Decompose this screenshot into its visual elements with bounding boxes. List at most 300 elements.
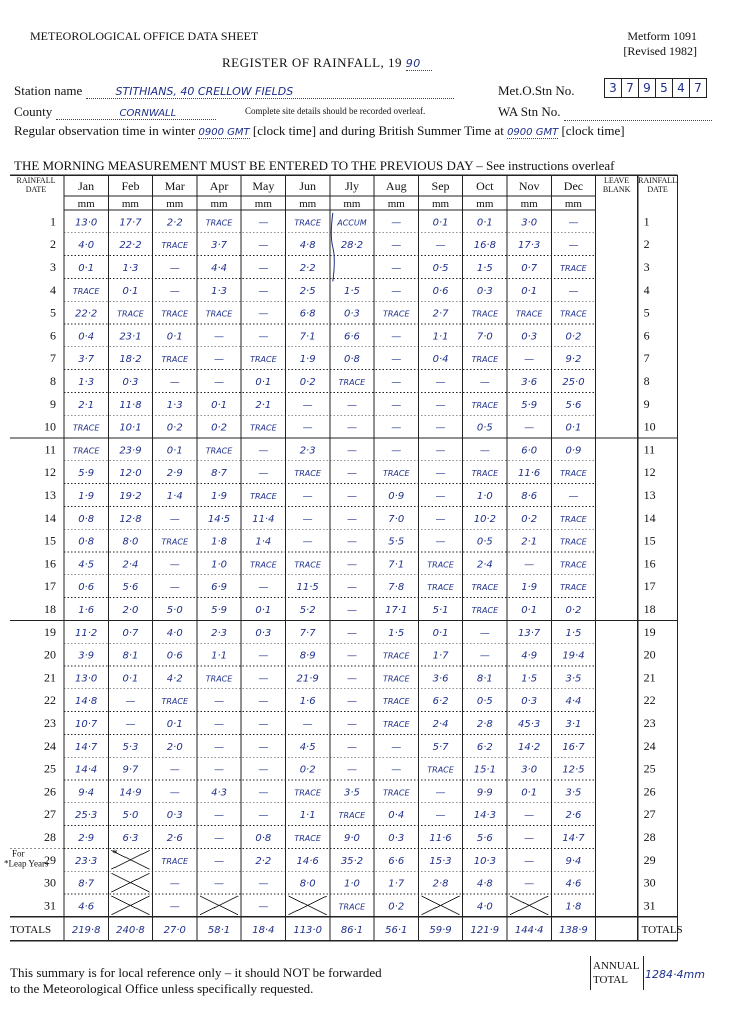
rainfall-cell: TRACE [382, 651, 410, 661]
unit-label: mm [343, 198, 361, 210]
rainfall-cell: — [346, 605, 357, 616]
rainfall-cell: 1·6 [299, 696, 316, 708]
date-label: 4 [50, 282, 56, 297]
rainfall-cell: 3·6 [521, 377, 538, 388]
date-label: 20 [44, 647, 56, 662]
rainfall-cell: 2·2 [299, 263, 316, 274]
met-stn-digit: 9 [638, 78, 656, 98]
monthly-total: 86·1 [340, 924, 364, 936]
rainfall-cell: — [346, 650, 357, 662]
rainfall-cell: 2·1 [78, 399, 95, 411]
rainfall-cell: 17·7 [119, 217, 142, 229]
rainfall-cell: 0·5 [476, 422, 493, 434]
rainfall-cell: — [391, 399, 402, 411]
rainfall-cell: 9·9 [476, 787, 493, 799]
date-label: 13 [44, 488, 56, 502]
rainfall-cell: 3·5 [565, 787, 582, 799]
date-label: 5 [50, 305, 56, 320]
rainfall-cell: TRACE [338, 902, 366, 912]
rainfall-cell: 14·2 [518, 741, 541, 753]
rainfall-cell: 35·2 [340, 855, 364, 867]
rainfall-cell: 0·2 [211, 422, 228, 434]
rainfall-cell: 10·2 [473, 513, 496, 525]
rainfall-cell: — [302, 513, 313, 525]
leap-note-for: For [12, 848, 25, 859]
month-header: Aug [385, 179, 407, 193]
rainfall-cell: — [169, 787, 180, 799]
right-totals-label: TOTALS [641, 923, 683, 936]
rainfall-cell: 1·3 [78, 377, 95, 388]
rainfall-cell: 0·7 [122, 627, 139, 639]
date-label: 16 [44, 556, 56, 571]
rainfall-cell: 12·5 [562, 764, 585, 776]
month-header: Jan [78, 179, 95, 193]
rainfall-cell: 0·2 [166, 422, 183, 434]
right-date-label: 28 [643, 830, 656, 844]
rainfall-cell: — [346, 673, 357, 685]
rainfall-cell: — [435, 377, 446, 388]
rainfall-cell: 19·2 [119, 491, 142, 502]
rainfall-cell: 0·6 [432, 285, 449, 297]
month-header: Oct [476, 179, 494, 193]
rainfall-cell: — [435, 810, 446, 822]
right-date-label: 9 [643, 396, 650, 411]
rainfall-cell: TRACE [294, 560, 321, 570]
rainfall-cell: 1·8 [565, 901, 582, 913]
rainfall-cell: 4·0 [476, 901, 493, 913]
date-label: 3 [50, 260, 56, 274]
rainfall-cell: — [479, 445, 490, 457]
rainfall-cell: 8·7 [211, 468, 228, 480]
rainfall-cell: 0·7 [521, 263, 538, 274]
rainfall-cell: TRACE [560, 537, 587, 547]
rainfall-cell: 1·4 [255, 536, 272, 548]
rainfall-cell: 1·1 [432, 331, 449, 343]
right-date-label: 29 [643, 852, 656, 867]
rainfall-cell: 1·4 [166, 491, 183, 502]
rainfall-cell: TRACE [161, 309, 189, 319]
monthly-total: 138·9 [559, 924, 588, 936]
instruction-line: THE MORNING MEASUREMENT MUST BE ENTERED TO THE PREVIOUS DAY – See instructions overleaf [14, 158, 615, 173]
right-date-label: 17 [643, 579, 656, 594]
rainfall-cell: 10·7 [75, 719, 98, 730]
monthly-total: 59·9 [429, 924, 452, 936]
obs-prefix: Regular observation time in winter [14, 123, 196, 138]
rainfall-cell: 7·0 [476, 331, 493, 343]
county-label: County [14, 104, 53, 119]
right-date-label: 2 [643, 237, 650, 252]
date-label: 6 [50, 328, 56, 343]
rainfall-cell: — [258, 445, 269, 457]
date-label: 30 [44, 875, 56, 890]
right-date-label: 16 [643, 556, 656, 571]
right-date-label: 31 [643, 898, 656, 913]
rainfall-cell: TRACE [471, 309, 499, 319]
rainfall-cell: 2·8 [476, 719, 493, 730]
rainfall-cell: — [524, 855, 535, 867]
monthly-total: 121·9 [470, 924, 500, 936]
rainfall-cell: TRACE [72, 423, 100, 433]
rainfall-cell: ACCUM [337, 218, 367, 228]
rainfall-cell: 1·0 [211, 559, 228, 571]
rainfall-cell: — [169, 377, 180, 388]
rainfall-cell: 1·5 [343, 285, 360, 297]
unit-label: mm [431, 198, 450, 210]
rainfall-cell: — [435, 445, 446, 457]
rainfall-cell: — [346, 559, 357, 571]
rainfall-cell: — [391, 445, 402, 457]
rainfall-cell: 0·3 [166, 810, 183, 822]
monthly-total: 27·0 [163, 924, 186, 936]
rainfall-cell: TRACE [382, 788, 410, 798]
rainfall-cell: 4·0 [166, 627, 183, 639]
right-date-header-bottom: DATE [647, 185, 668, 194]
rainfall-cell: 0·3 [255, 627, 272, 639]
station-name-value: STITHIANS, 40 CRELLOW FIELDS [86, 85, 454, 99]
right-date-header-top: RAINFALL [638, 176, 678, 185]
rainfall-cell: 17·3 [518, 240, 541, 252]
rainfall-cell: — [435, 513, 446, 525]
rainfall-cell: — [169, 582, 180, 594]
rainfall-cell: 7·0 [388, 513, 405, 525]
rainfall-cell: 4·8 [299, 240, 316, 252]
right-date-label: 10 [643, 419, 656, 434]
rainfall-cell: 0·5 [432, 263, 449, 274]
date-label: 25 [44, 761, 56, 776]
rainfall-cell: — [214, 719, 225, 730]
met-stn-digit: 4 [672, 78, 690, 98]
rainfall-cell: 0·1 [521, 285, 538, 297]
rainfall-cell: 0·8 [255, 833, 272, 844]
rainfall-cell: 0·6 [78, 582, 95, 594]
rainfall-cell: TRACE [294, 218, 321, 228]
rainfall-cell: — [479, 650, 490, 662]
rainfall-cell: 0·5 [476, 696, 493, 708]
rainfall-cell: — [435, 491, 446, 502]
right-date-label: 30 [643, 875, 656, 890]
rainfall-cell: 0·5 [476, 536, 493, 548]
rainfall-cell: TRACE [294, 834, 321, 843]
rainfall-cell: 22·2 [119, 240, 142, 252]
month-header: Jly [344, 179, 359, 193]
rainfall-cell: TRACE [560, 469, 587, 479]
rainfall-cell: 0·3 [521, 331, 538, 343]
date-label: 21 [44, 670, 56, 685]
rainfall-cell: 12·0 [119, 468, 142, 480]
unit-label: mm [476, 198, 494, 210]
rainfall-cell: 1·6 [78, 605, 95, 616]
annual-label-top: ANNUAL [593, 960, 640, 972]
rainfall-cell: — [435, 240, 446, 252]
rainfall-cell: 3·7 [211, 240, 228, 252]
met-stn-digit: 3 [604, 78, 622, 98]
monthly-total: 56·1 [385, 924, 408, 936]
rainfall-cell: 2·4 [122, 559, 139, 571]
rainfall-cell: 5·6 [476, 833, 493, 844]
rainfall-cell: 4·4 [565, 696, 582, 708]
rainfall-cell: 0·1 [166, 719, 183, 730]
annual-label-bottom: TOTAL [593, 974, 628, 986]
rainfall-cell: 5·5 [388, 536, 405, 548]
rainfall-cell: 22·2 [75, 308, 98, 320]
rainfall-cell: 25·3 [75, 810, 98, 822]
rainfall-cell: 1·5 [521, 673, 538, 685]
right-date-label: 7 [643, 351, 650, 366]
rainfall-cell: — [346, 468, 357, 480]
rainfall-cell: 0·1 [565, 422, 582, 434]
month-header: Feb [121, 179, 140, 193]
rainfall-cell: — [435, 536, 446, 548]
date-label: 7 [50, 351, 56, 366]
rainfall-cell: 4·9 [521, 650, 538, 662]
rainfall-cell: 14·4 [75, 764, 98, 776]
rainfall-cell: 14·8 [75, 696, 98, 708]
rainfall-cell: TRACE [117, 309, 144, 319]
rainfall-cell: — [391, 331, 402, 343]
rainfall-cell: 2·3 [211, 627, 228, 639]
rainfall-cell: 2·0 [122, 605, 139, 616]
rainfall-cell: 5·1 [432, 605, 449, 616]
rainfall-cell: 28·2 [340, 240, 364, 252]
rainfall-cell: 23·1 [119, 331, 142, 343]
rainfall-cell: 1·9 [299, 354, 316, 366]
office-title: METEOROLOGICAL OFFICE DATA SHEET [30, 29, 259, 43]
right-date-label: 1 [643, 214, 650, 229]
rainfall-cell: TRACE [427, 765, 454, 775]
rainfall-cell: — [391, 377, 402, 388]
rainfall-cell: — [479, 377, 490, 388]
rainfall-cell: — [258, 650, 269, 662]
right-date-label: 3 [643, 260, 650, 274]
right-date-label: 19 [643, 624, 656, 639]
rainfall-cell: 4·8 [476, 878, 493, 890]
rainfall-cell: — [302, 491, 313, 502]
rainfall-cell: TRACE [205, 218, 233, 228]
rainfall-cell: 1·0 [343, 878, 360, 890]
rainfall-cell: — [302, 399, 313, 411]
rainfall-cell: 4·6 [565, 878, 582, 890]
blank-header-bottom: BLANK [602, 185, 631, 194]
date-label: 22 [44, 693, 56, 708]
rainfall-cell: 4·3 [211, 787, 228, 799]
right-date-label: 15 [643, 533, 656, 548]
rainfall-cell: 2·1 [521, 536, 538, 548]
rainfall-cell: — [346, 422, 357, 434]
rainfall-cell: 0·1 [166, 445, 183, 457]
rainfall-cell: — [435, 422, 446, 434]
rainfall-cell: — [214, 377, 225, 388]
rainfall-cell: 6·2 [432, 696, 449, 708]
monthly-total: 58·1 [207, 924, 231, 936]
rainfall-cell: 8·7 [78, 878, 95, 890]
wa-stn-label: WA Stn No. [498, 104, 561, 119]
obs-suffix: [clock time] [561, 123, 625, 138]
rainfall-cell: 0·1 [255, 377, 272, 388]
rainfall-cell: — [391, 217, 402, 229]
rainfall-cell: — [346, 536, 357, 548]
rainfall-cell: 2·9 [78, 833, 95, 844]
rainfall-cell: 0·3 [122, 377, 139, 388]
rainfall-cell: 0·8 [78, 513, 95, 525]
right-date-label: 20 [643, 647, 656, 662]
rainfall-cell: 6·9 [211, 582, 228, 594]
rainfall-cell: 0·1 [78, 263, 95, 274]
rainfall-cell: 11·6 [518, 468, 541, 480]
rainfall-cell: — [346, 764, 357, 776]
date-label: 2 [50, 237, 56, 252]
rainfall-cell: 14·3 [473, 810, 496, 822]
rainfall-cell: 5·2 [299, 605, 316, 616]
date-label: 12 [44, 465, 56, 480]
rainfall-cell: 5·0 [122, 810, 139, 822]
rainfall-cell: — [391, 263, 402, 274]
form-revision: [Revised 1982] [623, 44, 697, 58]
rainfall-cell: TRACE [205, 309, 233, 319]
rainfall-cell: 4·0 [78, 240, 95, 252]
date-label: 8 [50, 374, 56, 388]
rainfall-cell: 14·6 [296, 855, 319, 867]
rainfall-cell: — [346, 399, 357, 411]
date-header-bottom: DATE [25, 185, 47, 194]
rainfall-cell: — [435, 787, 446, 799]
rainfall-cell: 0·6 [166, 650, 183, 662]
rainfall-cell: 17·1 [385, 605, 408, 616]
monthly-total: 144·4 [514, 924, 544, 936]
rainfall-cell: 5·3 [122, 741, 139, 753]
rainfall-cell: 10·3 [473, 855, 496, 867]
rainfall-cell: 8·1 [122, 650, 139, 662]
rainfall-cell: — [258, 810, 269, 822]
monthly-total: 113·0 [293, 924, 322, 936]
rainfall-cell: — [435, 399, 446, 411]
rainfall-cell: TRACE [205, 674, 233, 684]
rainfall-cell: 9·4 [78, 787, 95, 799]
rainfall-cell: 14·7 [75, 741, 98, 753]
rainfall-cell: 23·3 [75, 855, 98, 867]
date-label: 31 [44, 898, 56, 913]
date-label: 19 [44, 624, 56, 639]
station-label: Station name [14, 83, 83, 98]
rainfall-cell: — [435, 468, 446, 480]
rainfall-cell: 14·7 [562, 833, 585, 844]
rainfall-cell: 1·3 [211, 285, 228, 297]
blank-header-top: LEAVE [604, 176, 630, 185]
rainfall-cell: TRACE [471, 606, 499, 615]
unit-label: mm [254, 198, 272, 210]
rainfall-cell: — [258, 696, 269, 708]
rainfall-cell: — [258, 240, 269, 252]
unit-label: mm [299, 198, 317, 210]
rainfall-cell: 2·6 [565, 810, 582, 822]
rainfall-cell: TRACE [72, 286, 100, 296]
rainfall-cell: TRACE [161, 537, 189, 547]
rainfall-cell: 4·4 [211, 263, 228, 274]
rainfall-cell: 1·9 [211, 491, 228, 502]
rainfall-cell: — [169, 285, 180, 297]
rainfall-cell: 2·2 [255, 855, 272, 867]
rainfall-cell: — [258, 878, 269, 890]
rainfall-cell: — [258, 673, 269, 685]
date-label: 29 [44, 852, 56, 867]
rainfall-cell: 0·3 [521, 696, 538, 708]
rainfall-cell: 1·3 [166, 399, 183, 411]
rainfall-cell: TRACE [250, 423, 277, 433]
rainfall-cell: 8·0 [122, 536, 139, 548]
date-label: 27 [44, 807, 56, 822]
rainfall-cell: — [391, 354, 402, 366]
rainfall-cell: 0·1 [476, 217, 493, 229]
rainfall-cell: TRACE [338, 811, 366, 821]
rainfall-cell: — [302, 536, 313, 548]
rainfall-cell: 25·0 [562, 377, 585, 388]
county-value: CORNWALL [56, 108, 216, 120]
rainfall-cell: 0·1 [521, 787, 538, 799]
rainfall-cell: TRACE [382, 469, 410, 479]
rainfall-cell: 0·1 [122, 673, 139, 685]
rainfall-cell: 2·1 [255, 399, 272, 411]
right-date-label: 8 [643, 374, 650, 388]
rainfall-cell: 7·7 [299, 627, 316, 639]
site-details-note: Complete site details should be recorded overleaf. [245, 106, 426, 116]
rainfall-cell: — [346, 445, 357, 457]
rainfall-cell: 11·5 [296, 582, 319, 594]
date-label: 26 [44, 784, 56, 799]
rainfall-cell: TRACE [161, 241, 189, 251]
rainfall-cell: 0·1 [166, 331, 183, 343]
totals-label: TOTALS [10, 923, 52, 936]
rainfall-cell: 5·6 [122, 582, 139, 594]
rainfall-cell: — [169, 263, 180, 274]
leap-note-leap: *Leap Years [4, 858, 49, 869]
rainfall-cell: 9·0 [343, 833, 360, 844]
rainfall-cell: TRACE [382, 674, 410, 684]
rainfall-cell: 12·8 [119, 513, 142, 525]
rainfall-cell: 0·2 [521, 513, 538, 525]
rainfall-cell: 1·7 [388, 878, 405, 890]
rainfall-cell: 2·6 [166, 833, 183, 844]
right-date-label: 4 [643, 282, 650, 297]
rainfall-cell: TRACE [205, 446, 233, 456]
rainfall-cell: — [302, 422, 313, 434]
unit-label: mm [210, 198, 228, 210]
date-label: 28 [44, 830, 56, 844]
rainfall-cell: TRACE [161, 355, 189, 365]
month-header: Apr [209, 179, 229, 193]
footer-note-line-2: to the Meteorological Office unless specifically requested. [10, 981, 314, 996]
rainfall-cell: 9·4 [565, 855, 582, 867]
rainfall-cell: 8·1 [476, 673, 493, 685]
unit-label: mm [520, 198, 538, 210]
month-header: Jun [299, 179, 316, 193]
rainfall-cell: 4·5 [78, 559, 95, 571]
rainfall-cell: 0·1 [432, 217, 449, 229]
monthly-total: 240·8 [116, 924, 145, 936]
rainfall-cell: 2·3 [299, 445, 316, 457]
rainfall-cell: — [214, 855, 225, 867]
rainfall-cell: — [169, 878, 180, 890]
rainfall-cell: — [258, 331, 269, 343]
rainfall-cell: 3·7 [78, 354, 95, 366]
rainfall-cell: TRACE [294, 469, 321, 479]
rainfall-cell: — [391, 240, 402, 252]
rainfall-cell: — [346, 696, 357, 708]
rainfall-cell: 1·0 [476, 491, 493, 502]
right-date-label: 14 [643, 510, 656, 525]
rainfall-cell: — [169, 559, 180, 571]
rainfall-cell: 4·5 [299, 741, 316, 753]
rainfall-cell: 2·0 [166, 741, 183, 753]
rainfall-cell: TRACE [338, 378, 366, 387]
